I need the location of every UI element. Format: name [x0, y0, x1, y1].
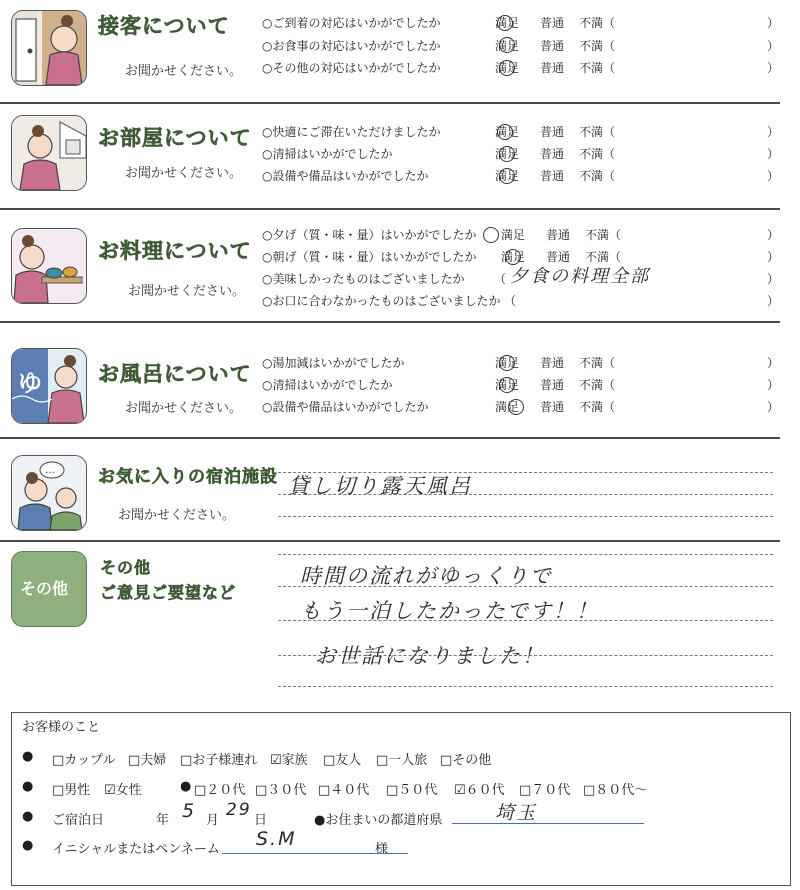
companion-children[interactable]: □お子様連れ — [180, 753, 258, 768]
answer-circle — [499, 60, 515, 76]
other-badge — [11, 551, 87, 627]
companion-couple[interactable]: □カップル — [52, 753, 116, 768]
answer-circle — [499, 168, 515, 184]
answer-circle — [508, 399, 524, 415]
bath-question-3: ○設備や備品はいかがでしたか — [262, 400, 429, 414]
other-badge-label: その他 — [20, 579, 69, 598]
other-answer-line1: 時間の流れがゆっくりで — [300, 564, 553, 588]
name-label: イニシャルまたはペンネーム — [52, 842, 220, 857]
favorite-title: お気に入りの宿泊施設 — [98, 467, 278, 487]
reception-subtitle: お聞かせください。 — [125, 64, 243, 79]
name-value: S.M — [256, 828, 297, 850]
age-70s[interactable]: □７０代 — [519, 783, 571, 798]
prefecture-underline — [452, 823, 644, 824]
answer-circle — [497, 15, 513, 31]
companion-other[interactable]: □その他 — [440, 753, 492, 768]
room-subtitle: お聞かせください。 — [125, 166, 243, 181]
section-divider — [0, 540, 780, 542]
reception-options-3: 満足 普通 不満（ — [495, 61, 616, 75]
bullet: ● — [180, 779, 192, 794]
cuisine-answer-delicious: 夕食の料理全部 — [510, 266, 650, 287]
cuisine-title: お料理について — [98, 239, 252, 263]
stay-month-label: 月 — [206, 813, 220, 828]
answer-circle — [499, 355, 515, 371]
bath-icon — [11, 348, 87, 424]
room-paren-3: ） — [767, 169, 780, 183]
stay-date-label: ご宿泊日 — [52, 813, 105, 828]
prefecture-value: 埼玉 — [495, 802, 538, 824]
stay-year-label: 年 — [156, 813, 170, 828]
section-divider — [0, 321, 780, 323]
gender-male[interactable]: □男性 — [52, 783, 91, 798]
room-icon — [11, 115, 87, 191]
room-question-3: ○設備や備品はいかがでしたか — [262, 169, 429, 183]
answer-circle — [499, 146, 515, 162]
gender-female[interactable]: ☑女性 — [104, 783, 142, 798]
answer-line — [278, 516, 773, 517]
reception-options-2: 満足 普通 不満（ — [495, 39, 616, 53]
other-title-line1: その他 — [100, 558, 152, 577]
reception-question-1: ○ご到着の対応はいかがでしたか — [262, 16, 441, 30]
companion-solo[interactable]: □一人旅 — [376, 753, 428, 768]
room-paren-1: ） — [767, 125, 780, 139]
section-divider — [0, 437, 780, 439]
name-underline — [222, 853, 408, 854]
stay-month-value: 5 — [182, 800, 197, 822]
answer-circle — [499, 377, 515, 393]
room-question-2: ○清掃はいかがでしたか — [262, 147, 393, 161]
bath-options-2: 満足 普通 不満（ — [495, 378, 616, 392]
answer-circle — [483, 227, 499, 243]
reception-question-3: ○その他の対応はいかがでしたか — [262, 61, 441, 75]
room-options-3: 満足 普通 不満（ — [495, 169, 616, 183]
favorite-answer: 貸し切り露天風呂 — [288, 474, 472, 498]
reception-paren-2: ） — [767, 39, 780, 53]
customer-box — [11, 712, 791, 886]
room-options-2: 満足 普通 不満（ — [495, 147, 616, 161]
age-60s[interactable]: ☑６０代 — [454, 783, 505, 798]
bullet: ● — [22, 779, 34, 794]
age-40s[interactable]: □４０代 — [318, 783, 370, 798]
cuisine-options-3: （ — [494, 272, 507, 286]
other-answer-line3: お世話になりました！ — [315, 644, 545, 668]
customer-heading: お客様のこと — [22, 720, 101, 735]
cuisine-paren-3: ） — [767, 272, 780, 286]
answer-circle — [499, 37, 515, 53]
other-answer-line2: もう一泊したかったです！！ — [300, 599, 599, 623]
bath-subtitle: お聞かせください。 — [125, 401, 243, 416]
bath-paren-1: ） — [767, 356, 780, 370]
favorite-subtitle: お聞かせください。 — [118, 508, 236, 523]
companion-married[interactable]: □夫婦 — [128, 753, 167, 768]
bath-icon-text: ゆ — [18, 369, 42, 397]
cuisine-options-2: 満足 普通 不満（ — [501, 250, 622, 264]
other-title-line2: ご意見ご要望など — [100, 583, 237, 602]
bath-paren-2: ） — [767, 378, 780, 392]
companion-friends[interactable]: □友人 — [323, 753, 362, 768]
bullet: ● — [22, 838, 34, 853]
stay-day-value: 29 — [226, 800, 252, 820]
section-divider — [0, 208, 780, 210]
name-suffix: 様 — [375, 842, 389, 857]
reception-paren-1: ） — [767, 16, 780, 30]
bath-title: お風呂について — [98, 362, 252, 386]
answer-line — [278, 554, 773, 555]
bath-question-1: ○湯加減はいかがでしたか — [262, 356, 405, 370]
bath-options-3: 満足 普通 不満（ — [495, 400, 616, 414]
answer-line — [278, 686, 773, 687]
bath-paren-3: ） — [767, 400, 780, 414]
cuisine-paren-4: ） — [767, 294, 780, 308]
reception-icon — [11, 10, 87, 86]
prefecture-label: ●お住まいの都道府県 — [314, 813, 443, 828]
svg-text:…: … — [45, 465, 55, 476]
bullet: ● — [22, 809, 34, 824]
companion-family[interactable]: ☑家族 — [270, 753, 308, 768]
stay-day-label: 日 — [254, 813, 268, 828]
room-question-1: ○快適にご滞在いただけましたか — [262, 125, 441, 139]
bath-question-2: ○清掃はいかがでしたか — [262, 378, 393, 392]
age-30s[interactable]: □３０代 — [255, 783, 307, 798]
answer-circle — [497, 124, 513, 140]
bath-options-1: 満足 普通 不満（ — [495, 356, 616, 370]
cuisine-question-2: ○朝げ（質・味・量）はいかがでしたか — [262, 250, 477, 264]
cuisine-question-3: ○美味しかったものはございましたか — [262, 272, 465, 286]
cuisine-subtitle: お聞かせください。 — [128, 284, 246, 299]
reception-options-1: 満足 普通 不満（ — [495, 16, 616, 30]
cuisine-options-1: 満足 普通 不満（ — [501, 228, 622, 242]
cuisine-paren-2: ） — [767, 250, 780, 264]
cuisine-question-1: ○夕げ（質・味・量）はいかがでしたか — [262, 228, 477, 242]
favorite-icon — [11, 455, 87, 531]
age-80s[interactable]: □８０代～ — [583, 783, 648, 798]
age-50s[interactable]: □５０代 — [386, 783, 438, 798]
section-divider — [0, 102, 780, 104]
room-title: お部屋について — [98, 126, 252, 150]
reception-paren-3: ） — [767, 61, 780, 75]
reception-question-2: ○お食事の対応はいかがでしたか — [262, 39, 441, 53]
cuisine-question-4: ○お口に合わなかったものはございましたか — [262, 294, 501, 308]
bullet: ● — [22, 749, 34, 764]
room-paren-2: ） — [767, 147, 780, 161]
cuisine-options-4: （ — [504, 294, 517, 308]
age-20s[interactable]: □２０代 — [194, 783, 246, 798]
room-options-1: 満足 普通 不満（ — [495, 125, 616, 139]
reception-title: 接客について — [98, 14, 230, 38]
cuisine-icon — [11, 228, 87, 304]
cuisine-paren-1: ） — [767, 228, 780, 242]
